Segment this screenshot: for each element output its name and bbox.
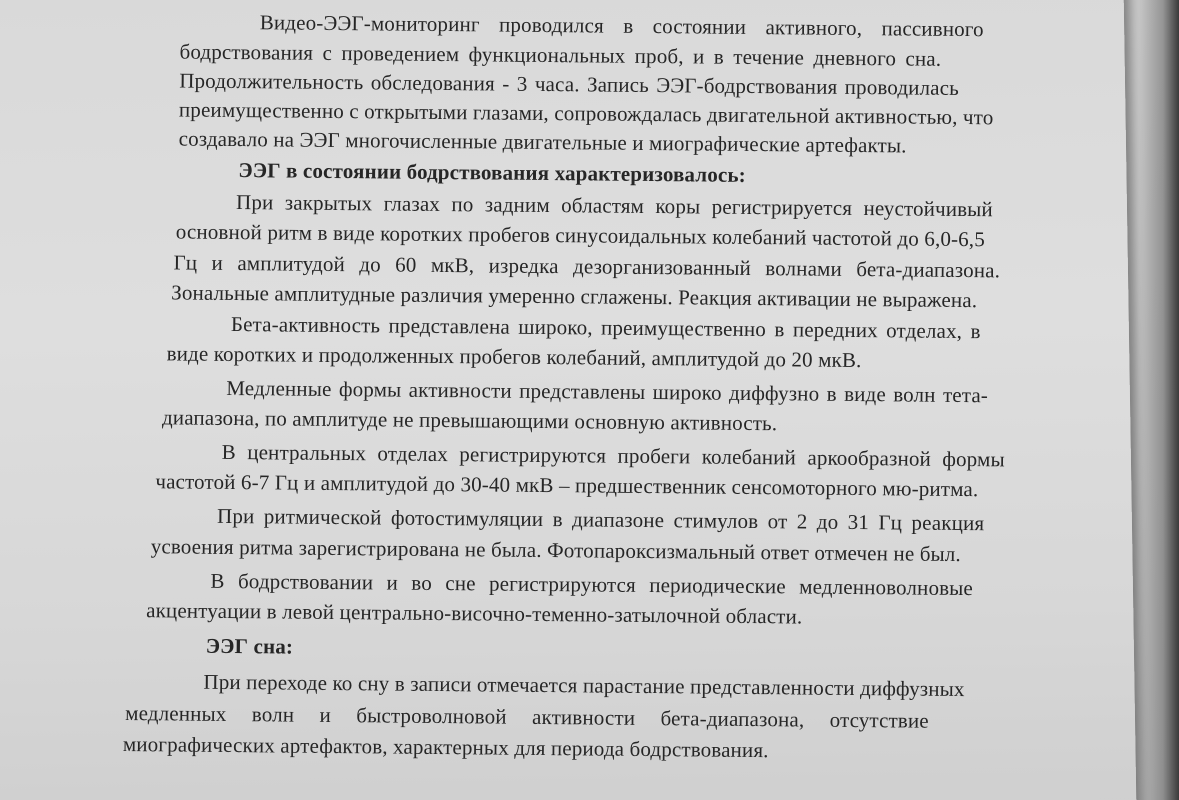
text-line: В бодрствовании и во сне регистрируются периодические медленноволновые (210, 568, 974, 601)
text-line: При ритмической фотостимуляции в диапазоне стимулов от 2 до 31 Гц реакция (216, 503, 985, 536)
text-line: акцентуации в левой центрально-височно-теменно-затылочной области. (146, 598, 803, 629)
text-line: Зональные амплитудные различия умеренно сглажены. Реакция активации не выражена. (171, 280, 978, 313)
text-line: При переходе ко сну в записи отмечается парастание представленности диффузных (203, 669, 965, 702)
text-line: основной ритм в виде коротких пробегов синусоидальных колебаний частотой до 6,0-6,5 (175, 219, 986, 252)
text-line: миографических артефактов, характерных для периода бодрствования. (122, 731, 769, 763)
text-line: Медленные формы активности представлены широко диффузно в виде волн тета- (226, 375, 989, 408)
text-line: диапазона, по амплитуде не превышающими основную активность. (161, 405, 778, 436)
text-line: виде коротких и продолженных пробегов колебаний, амплитудой до 20 мкВ. (166, 341, 862, 373)
text-line: Гц и амплитудой до 60 мкВ, изредка дезорганизованный волнами бета-диапазона. (173, 250, 1001, 283)
text-line: медленных волн и быстроволновой активности бета-диапазона, отсутствие (125, 700, 929, 733)
text-line: создавало на ЭЭГ многочисленные двигательные и миографические артефакты. (178, 126, 907, 158)
text-line: бодрствования с проведением функциональных проб, и в течение дневного сна. (179, 39, 942, 71)
text-line: Продолжительность обследования - 3 часа. Запись ЭЭГ-бодрствования проводилась (179, 68, 960, 100)
section-heading: ЭЭГ сна: (205, 633, 294, 659)
text-line: В центральных отделах регистрируются пробеги колебаний аркообразной формы (221, 439, 1005, 472)
text-line: частотой 6-7 Гц и амплитудой до 30-40 мкВ – предшественник сенсомоторного мю-ритма. (155, 469, 979, 502)
page-edge-shadow (1139, 0, 1179, 800)
section-heading: ЭЭГ в состоянии бодрствования характеризовалось: (238, 158, 746, 187)
text-line: Видео-ЭЭГ-мониторинг проводился в состоянии активного, пассивного (259, 10, 984, 42)
text-line: Бета-активность представлена широко, преимущественно в передних отделах, в (230, 311, 981, 344)
text-line: усвоения ритма зарегистрирована не была. Фотопароксизмальный ответ отмечен не был. (150, 534, 962, 567)
text-line: При закрытых глазах по задним областям коры регистрируется неустойчивый (235, 190, 994, 222)
text-line: преимущественно с открытыми глазами, сопровождалась двигательной активностью, что (178, 97, 994, 130)
